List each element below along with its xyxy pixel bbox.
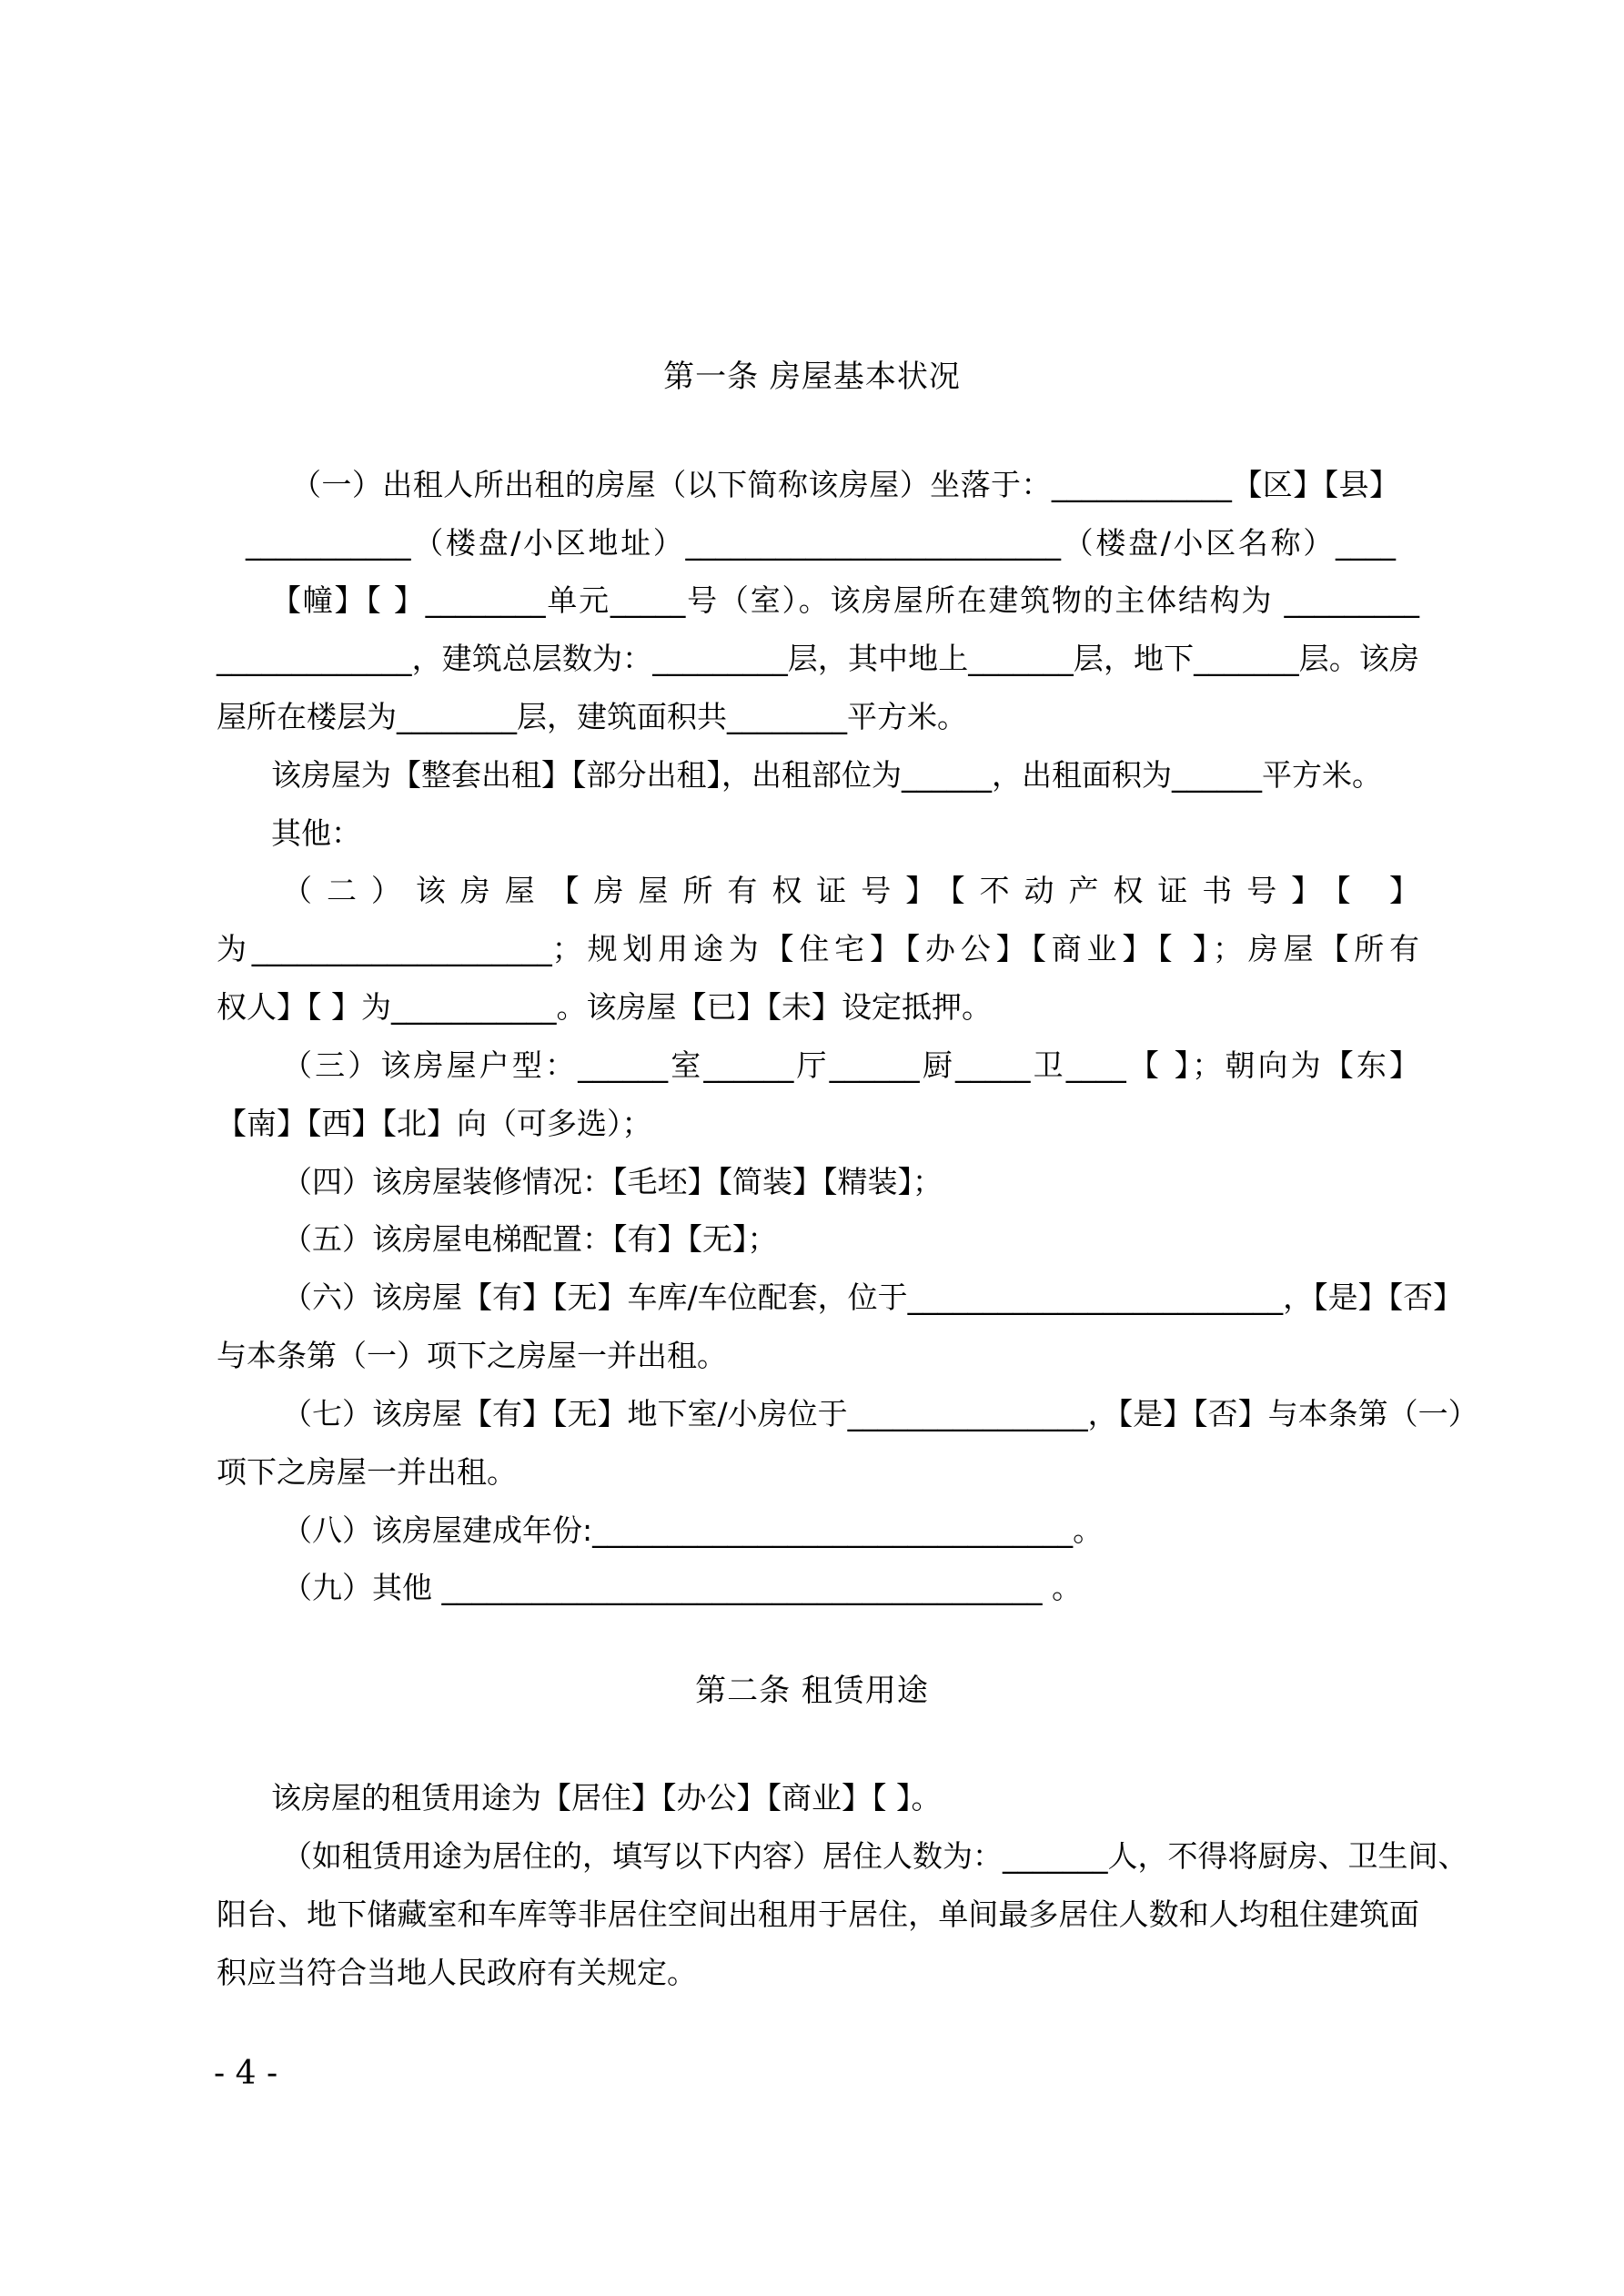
paragraph-line: （如租赁用途为居住的，填写以下内容）居住人数为：_______人，不得将厨房、卫生间、 <box>282 1838 1468 1874</box>
paragraph-line: _____________，建筑总层数为：_________层，其中地上_______层，地下_______层。该房 <box>217 641 1419 676</box>
paragraph-line: 屋所在楼层为________层，建筑面积共________平方米。 <box>217 699 967 734</box>
paragraph-line: （二）该房屋【房屋所有权证号】【不动产权证书号】【 】 <box>282 873 1419 908</box>
paragraph-line: 【幢】【 】________单元_____号（室）。该房屋所在建筑物的主体结构为 _________ <box>271 582 1419 618</box>
paragraph-line: 阳台、地下储藏室和车库等非居住空间出租用于居住，单间最多居住人数和人均租住建筑面 <box>217 1896 1419 1932</box>
paragraph-line: （五）该房屋电梯配置：【有】【无】； <box>282 1221 778 1257</box>
paragraph-line: 与本条第（一）项下之房屋一并出租。 <box>217 1338 727 1373</box>
paragraph-line: 该房屋的租赁用途为【居住】【办公】【商业】【 】。 <box>271 1780 942 1816</box>
paragraph-line: 积应当符合当地人民政府有关规定。 <box>217 1955 697 1990</box>
paragraph-line: （四）该房屋装修情况：【毛坯】【简装】【精装】； <box>282 1164 943 1199</box>
page-number: - 4 - <box>214 2055 278 2092</box>
paragraph-line: （一）出租人所出租的房屋（以下简称该房屋）坐落于：____________【区】【县】 <box>291 467 1399 502</box>
paragraph-line: （七）该房屋【有】【无】地下室/小房位于________________，【是】【否】与本条第（一） <box>282 1396 1478 1431</box>
article-1-heading: 第一条 房屋基本状况 <box>663 359 961 395</box>
paragraph-line: （九）其他 ________________________________________ 。 <box>282 1570 1082 1605</box>
paragraph-line: 该房屋为【整套出租】【部分出租】，出租部位为______，出租面积为______平方米。 <box>271 757 1382 793</box>
paragraph-line: （八）该房屋建成年份:________________________________。 <box>282 1512 1104 1548</box>
paragraph-line: 【南】【西】【北】向（可多选）； <box>217 1106 652 1141</box>
article-2-heading: 第二条 租赁用途 <box>695 1673 929 1709</box>
paragraph-line: （六）该房屋【有】【无】车库/车位配套，位于_________________________，【是】【否】 <box>282 1279 1464 1315</box>
paragraph-line: 为____________________；规划用途为【住宅】【办公】【商业】【 】；房屋【所有 <box>217 931 1419 966</box>
paragraph-line: （三）该房屋户型：______室______厅______厨_____卫____【 】；朝向为【东】 <box>282 1047 1419 1083</box>
paragraph-line: 权人】【 】为___________。该房屋【已】【未】设定抵押。 <box>217 989 992 1025</box>
paragraph-line: ___________（楼盘/小区地址）_________________________（楼盘/小区名称）____ <box>246 525 1396 561</box>
paragraph-line: 其他： <box>271 815 361 851</box>
paragraph-line: 项下之房屋一并出租。 <box>217 1454 517 1490</box>
